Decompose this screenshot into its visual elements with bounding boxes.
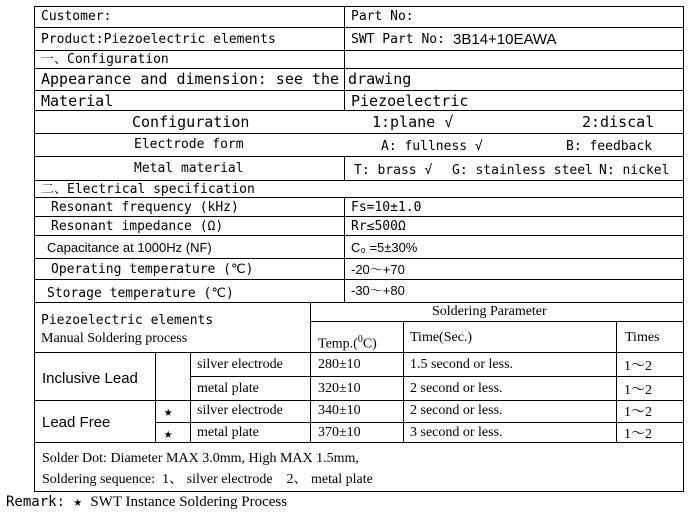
option-plane: 1:plane √ xyxy=(372,113,454,131)
electrode-option-a: A: fullness √ xyxy=(381,139,483,154)
row2-times: 1～2 xyxy=(624,383,652,398)
star-icon: ★ xyxy=(73,494,82,510)
row1-electrode: silver electrode xyxy=(197,357,283,372)
configuration-section-title: 一、Configuration xyxy=(41,52,169,67)
row4-electrode: metal plate xyxy=(197,425,259,440)
metal-option-t: T: brass √ xyxy=(354,163,433,178)
column-time: Time(Sec.) xyxy=(410,330,473,345)
group-inclusive-lead: Inclusive Lead xyxy=(42,370,138,387)
storage-temperature-label: Storage temperature (℃) xyxy=(47,286,234,301)
storage-temperature-value: -30～+80 xyxy=(351,283,405,298)
material-label: Material xyxy=(41,92,114,110)
row2-temp: 320±10 xyxy=(318,381,361,396)
swt-part-no-label: SWT Part No: xyxy=(351,32,445,47)
remark xyxy=(6,493,287,511)
group-lead-free: Lead Free xyxy=(42,414,111,431)
row4-time: 3 second or less. xyxy=(410,425,503,440)
star-icon-row-4: ★ xyxy=(164,426,173,442)
operating-temperature-value: -20～+70 xyxy=(351,262,405,277)
column-times: Times xyxy=(625,330,660,345)
configuration-label: Configuration xyxy=(132,113,250,131)
row2-time: 2 second or less. xyxy=(410,381,503,396)
soldering-left-title-1: Piezoelectric elements xyxy=(41,313,214,328)
resonant-impedance-label: Resonant impedance (Ω) xyxy=(51,219,224,234)
remark-text: SWT Instance Soldering Process xyxy=(90,494,288,510)
remark-label: Remark: xyxy=(6,494,66,510)
row4-temp: 370±10 xyxy=(318,425,361,440)
row3-times: 1～2 xyxy=(624,405,652,420)
customer-label: Customer: xyxy=(41,9,112,24)
row1-temp: 280±10 xyxy=(318,357,361,372)
row1-times: 1～2 xyxy=(624,359,652,374)
resonant-impedance-value: Rr≤500Ω xyxy=(351,219,406,234)
row3-electrode: silver electrode xyxy=(197,403,283,418)
electrical-section-title: 二、Electrical specification xyxy=(41,182,255,197)
resonant-frequency-label: Resonant frequency (kHz) xyxy=(51,200,239,215)
swt-part-no-value: 3B14+10EAWA xyxy=(453,31,557,48)
option-discal: 2:discal xyxy=(582,113,655,131)
solder-dot-text: Solder Dot: Diameter MAX 3.0mm, High MAX 1.5mm, xyxy=(42,451,359,466)
sequence-step-2: 2、 metal plate xyxy=(286,472,373,487)
column-temp-label: Temp.( xyxy=(318,336,358,352)
column-temp-degree: 0 xyxy=(357,334,363,345)
row2-electrode: metal plate xyxy=(197,381,259,396)
part-no-label: Part No: xyxy=(351,9,414,24)
soldering-left-title-2: Manual Soldering process xyxy=(41,331,188,346)
capacitance-value: C₀ =5±30% xyxy=(351,240,418,255)
product-label: Product:Piezoelectric elements xyxy=(41,32,276,47)
soldering-parameter-header: Soldering Parameter xyxy=(432,304,547,319)
column-temp xyxy=(318,332,377,353)
electrode-form-label: Electrode form xyxy=(134,137,244,152)
metal-option-g: G: stainless steel xyxy=(452,163,593,178)
row4-times: 1～2 xyxy=(624,427,652,442)
sequence-label: Soldering sequence: xyxy=(42,472,156,487)
row3-temp: 340±10 xyxy=(318,403,361,418)
row1-time: 1.5 second or less. xyxy=(410,357,514,372)
resonant-frequency-value: Fs=10±1.0 xyxy=(351,200,422,215)
electrode-option-b: B: feedback xyxy=(566,139,653,154)
appearance-text: Appearance and dimension: see the drawing xyxy=(41,70,412,88)
star-icon-row-3: ★ xyxy=(164,404,173,420)
row3-time: 2 second or less. xyxy=(410,403,503,418)
material-value: Piezoelectric xyxy=(351,92,469,110)
soldering-sequence xyxy=(42,472,373,488)
capacitance-label: Capacitance at 1000Hz (NF) xyxy=(47,240,212,255)
sequence-step-1: 1、 silver electrode xyxy=(162,472,273,487)
metal-option-n: N: nickel xyxy=(599,163,670,178)
column-temp-unit: C) xyxy=(362,336,377,352)
metal-material-label: Metal material xyxy=(134,161,244,176)
operating-temperature-label: Operating temperature (℃) xyxy=(51,262,254,277)
